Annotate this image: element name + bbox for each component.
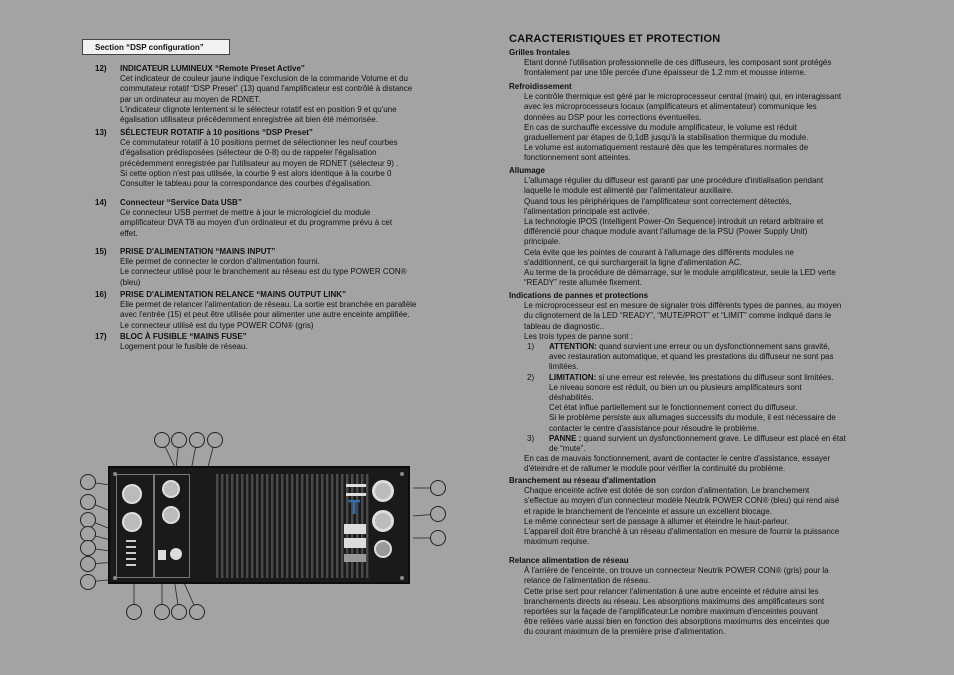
section-block	[509, 476, 873, 547]
item-number: 12)	[95, 64, 107, 73]
mains-input-connector	[372, 480, 394, 502]
heatsink-fin	[291, 474, 293, 578]
text-line: principale.	[524, 237, 561, 247]
heatsink-fin	[256, 474, 258, 578]
text-line: reportées sur la façade de l'amplificateur.Le nombre maximum d'enceintes pouvant	[524, 607, 818, 617]
item-text-line: L'indicateur clignote lentement si le sélecteur rotatif est en position 9 et qu'une	[120, 104, 397, 114]
item-text-line: Si cette option n'est pas utilisée, la courbe 9 est alors identique à la courbe 0	[120, 168, 392, 178]
text-line: avec restauration automatique, et quand les prestations du diffuseur ne sont pas	[549, 352, 834, 362]
paragraph	[524, 301, 873, 332]
text-line: laquelle le module est alimenté par l'alimentateur auxiliaire.	[524, 186, 734, 196]
callout-circle	[80, 574, 96, 590]
section-heading: Branchement au réseau d'alimentation	[509, 476, 656, 485]
list-number: 2)	[527, 372, 535, 382]
paragraph	[524, 517, 873, 527]
list-item	[527, 433, 873, 454]
item-title: PRISE D'ALIMENTATION RELANCE “MAINS OUTPUT LINK”	[120, 290, 347, 299]
list-number: 3)	[527, 433, 535, 443]
manual-item	[95, 332, 455, 352]
text-line: Etant donné l'utilisation professionnelle de ces diffuseurs, les composant sont protégés	[524, 58, 832, 68]
text-line: En cas de surchauffe excessive du module amplificateur, le volume est réduit	[524, 122, 797, 132]
item-text-line: Logement pour le fusible de réseau.	[120, 342, 248, 352]
callout-circle	[80, 474, 96, 490]
list-key: PANNE :	[549, 433, 582, 443]
text-line: avec les microprocesseurs locaux (amplificateurs et alimentateur) communique les	[524, 102, 817, 112]
item-number: 15)	[95, 247, 107, 256]
manual-item	[95, 128, 455, 189]
text-line	[549, 373, 873, 383]
text-line: données au DSP pour les corrections éventuelles.	[524, 112, 702, 122]
list-text: si une erreur est relevée, les prestations du diffuseur sont limitées.	[598, 372, 834, 382]
section-tab: Section “DSP configuration”	[82, 39, 230, 55]
list-item	[527, 342, 873, 373]
list-text: quand survient un dysfonctionnement grave. Le diffuseur est placé en état	[583, 433, 846, 443]
text-line: Cela évite que les pointes de courant à l'allumage des différents modules ne	[524, 247, 794, 257]
section-heading: Allumage	[509, 166, 546, 175]
rj45-link-connector	[162, 506, 180, 524]
text-line: Cette prise sert pour relancer l'alimentation à une autre enceinte et réduire ainsi les	[524, 586, 819, 596]
dsp-preset-rotary	[170, 548, 182, 560]
callout-circle	[430, 530, 446, 546]
text-line: relance de l'alimentation de réseau.	[524, 576, 651, 586]
item-text-line: Ce commutateur rotatif à 10 positions permet de sélectionner les neuf courbes	[120, 138, 398, 148]
callout-circle	[154, 432, 170, 448]
paragraph	[524, 143, 873, 163]
paragraph	[524, 268, 873, 288]
mains-output-connector	[372, 510, 394, 532]
paragraph	[524, 486, 873, 517]
heatsink-fin	[321, 474, 323, 578]
callout-circle	[171, 604, 187, 620]
label-plate	[344, 524, 366, 534]
item-text-line: Le connecteur utilisé pour le branchement au réseau est du type POWER CON®	[120, 267, 407, 277]
heatsink-fin	[326, 474, 328, 578]
text-line: Cet état influe partiellement sur le fonctionnement correct du diffuseur.	[549, 403, 798, 413]
list-key: ATTENTION:	[549, 342, 597, 352]
item-number: 17)	[95, 332, 107, 341]
item-text-line: par un ordinateur au moyen de RDNET.	[120, 94, 261, 104]
text-line: Le contrôle thermique est géré par le microprocesseur central (main) qui, en interagissant	[524, 92, 842, 102]
callout-circle	[80, 540, 96, 556]
item-number: 14)	[95, 198, 107, 207]
text-line	[549, 434, 873, 444]
paragraph	[524, 217, 873, 248]
text-line: L'allumage régulier du diffuseur est garanti par une procédure d'initialisation pendant	[524, 176, 824, 186]
callout-circle	[126, 604, 142, 620]
item-text-line: Consulter le tableau pour la correspondance des courbes d'égalisation.	[120, 179, 372, 189]
text-line: Si le problème persiste aux allumages successifs du module, il est nécessaire de	[549, 413, 836, 423]
item-text-line: (bleu)	[120, 277, 141, 287]
item-text-line: amplificateur DVA T8 au moyen d'un ordinateur et du programme prévu à cet	[120, 218, 393, 228]
section-block	[509, 166, 873, 288]
section-heading: Refroidissement	[509, 82, 572, 91]
heatsink-fin	[286, 474, 288, 578]
item-number: 16)	[95, 290, 107, 299]
section-heading: Indications de pannes et protections	[509, 291, 649, 300]
item-title: Connecteur “Service Data USB”	[120, 198, 242, 207]
heatsink-fin	[221, 474, 223, 578]
text-line: Le volume est automatiquement restauré dès que les températures normales de	[524, 143, 809, 153]
callout-circle	[154, 604, 170, 620]
heatsink-fin	[241, 474, 243, 578]
callout-circle	[80, 494, 96, 510]
paragraph	[524, 92, 873, 123]
led-indicators	[126, 540, 136, 568]
usb-service-port	[158, 550, 166, 560]
heatsink-fin	[231, 474, 233, 578]
item-text-line: égalisation utilisateur précédemment enregistrée ait bien été mémorisée.	[120, 115, 378, 125]
item-text-line: effet.	[120, 228, 138, 238]
item-title: BLOC À FUSIBLE “MAINS FUSE”	[120, 332, 247, 341]
heatsink-fin	[336, 474, 338, 578]
screw-icon	[400, 472, 404, 476]
text-line: tableau de diagnostic..	[524, 321, 605, 331]
item-text-line: Le connecteur utilisé est du type POWER CON® (gris)	[120, 320, 314, 330]
heatsink-fin	[331, 474, 333, 578]
heatsink-fin	[281, 474, 283, 578]
manual-item	[95, 290, 455, 331]
text-line: contacter le centre d'assistance pour résoudre le problème.	[549, 423, 760, 433]
text-line: Les trois types de panne sont :	[524, 331, 633, 341]
text-line: de “mute”.	[549, 444, 586, 454]
screw-icon	[113, 576, 117, 580]
item-title: INDICATEUR LUMINEUX “Remote Preset Active”	[120, 64, 305, 73]
item-text-line: précédemment enregistrée par l'utilisateur au moyen de RDNET (sélecteur 9) .	[120, 158, 399, 168]
paragraph	[524, 248, 873, 268]
list-item	[527, 372, 873, 434]
text-line: différencié pour chaque module avant l'allumage de la PSU (Power Supply Unit)	[524, 227, 808, 237]
text-line: À l'arrière de l'enceinte, on trouve un connecteur Neutrik POWER CON® (gris) pour la	[524, 566, 829, 576]
model-logo: T	[348, 497, 361, 519]
manual-item	[95, 64, 455, 125]
heatsink-fin	[301, 474, 303, 578]
rear-panel-diagram	[78, 428, 448, 620]
text-line: fonctionnement sont atteintes.	[524, 153, 631, 163]
fuse-holder	[344, 554, 366, 562]
text-line: La technologie IPOS (Intelligent Power-On Sequence) introduit un retard arbitraire et	[524, 217, 824, 227]
text-line: frontalement par une tôle percée d'une épaisseur de 1,2 mm et mousse interne.	[524, 68, 807, 78]
item-text-line: Elle permet de relancer l'alimentation de réseau. La sortie est branchée en parallèle	[120, 300, 417, 310]
list-text: quand survient une erreur ou un dysfonctionnement sans gravité,	[599, 342, 830, 352]
item-title: SÉLECTEUR ROTATIF à 10 positions “DSP Preset”	[120, 128, 313, 137]
heatsink-fin	[251, 474, 253, 578]
paragraph	[524, 123, 873, 143]
text-line: du clignotement de la LED “READY”, “MUTE/PROT” et “LIMIT” comme indiqué dans le	[524, 311, 832, 321]
heatsink-fin	[296, 474, 298, 578]
section-block	[509, 48, 873, 79]
text-line: déshabilités.	[549, 393, 594, 403]
list-number: 1)	[527, 342, 535, 352]
brand-logo-icon	[346, 484, 366, 496]
callout-circle	[189, 604, 205, 620]
heatsink-fin	[306, 474, 308, 578]
mains-fuse-holder	[374, 540, 392, 558]
section-heading: Relance alimentation de réseau	[509, 556, 629, 565]
heatsink-fin	[266, 474, 268, 578]
item-text-line: Elle permet de connecter le cordon d'alimentation fourni.	[120, 257, 320, 267]
item-text-line: Ce connecteur USB permet de mettre à jour le micrologiciel du module	[120, 208, 371, 218]
heatsink-fin	[316, 474, 318, 578]
text-line: maximum requise.	[524, 537, 590, 547]
callout-circle	[189, 432, 205, 448]
heatsink-fin	[261, 474, 263, 578]
heatsink-fin	[226, 474, 228, 578]
callout-circle	[171, 432, 187, 448]
xlr-link-connector	[122, 512, 142, 532]
manual-item	[95, 247, 455, 288]
heatsink-fin	[366, 474, 368, 578]
label-plate-2	[344, 538, 366, 548]
text-line: “READY” reste allumée fixement.	[524, 278, 642, 288]
text-line: Le niveau sonore est réduit, ou bien un ou plusieurs amplificateurs sont	[549, 382, 802, 392]
manual-item	[95, 198, 455, 239]
heatsink-fin	[246, 474, 248, 578]
callout-circle	[207, 432, 223, 448]
paragraph	[524, 197, 873, 217]
right-page	[477, 0, 954, 675]
text-line: s'effectue au moyen d'un connecteur modèle Neutrik POWER CON® (bleu) qui rend aisé	[524, 496, 840, 506]
text-line: du courant maximum de la première prise d'alimentation.	[524, 627, 726, 637]
text-line	[549, 342, 873, 352]
text-line: graduellement par étapes de 0,1dB jusqu'à la stabilisation thermique du module.	[524, 133, 809, 143]
item-text-line: avec l'entrée (15) et peut être utilisée pour alimenter une autre enceinte amplifiée.	[120, 310, 410, 320]
paragraph	[524, 176, 873, 196]
callout-circle	[430, 480, 446, 496]
callout-circle	[430, 506, 446, 522]
heatsink-fin	[271, 474, 273, 578]
xlr-input-connector	[122, 484, 142, 504]
text-line: Au terme de la procédure de démarrage, sur le module amplificateur, seule la LED verte	[524, 268, 836, 278]
heatsink-fin	[276, 474, 278, 578]
page-title: CARACTERISTIQUES ET PROTECTION	[509, 33, 721, 45]
text-line: Quand tous les périphériques de l'amplificateur sont correctement détectés,	[524, 196, 792, 206]
list-key: LIMITATION:	[549, 372, 597, 382]
text-line: l'alimentation principale est activée.	[524, 206, 650, 216]
text-line: limitées.	[549, 362, 579, 372]
rj45-connector	[162, 480, 180, 498]
text-line: Chaque enceinte active est dotée de son cordon d'alimentation. Le branchement	[524, 486, 810, 496]
item-number: 13)	[95, 128, 107, 137]
screw-icon	[113, 472, 117, 476]
text-line: Le même connecteur sert de passage à allumer et éteindre le haut-parleur.	[524, 516, 790, 526]
item-title: PRISE D'ALIMENTATION “MAINS INPUT”	[120, 247, 276, 256]
text-line: être reliées varie aussi bien en fonction des absorptions maximums des enceintes que	[524, 617, 830, 627]
heatsink-fin	[236, 474, 238, 578]
paragraph	[524, 332, 873, 342]
item-text-line: Cet indicateur de couleur jaune indique l'exclusion de la commande Volume et du	[120, 74, 408, 84]
section-heading: Grilles frontales	[509, 48, 570, 57]
screw-icon	[400, 576, 404, 580]
paragraph	[524, 527, 873, 547]
paragraph	[524, 58, 873, 78]
text-line: En cas de mauvais fonctionnement, avant de contacter le centre d'assistance, essayer	[524, 454, 831, 464]
section-block	[509, 82, 873, 164]
amplifier-rear-panel	[108, 466, 410, 584]
section-block	[509, 291, 873, 475]
paragraph	[524, 454, 873, 474]
text-line: d'éteindre et de rallumer le module pour vérifier la continuité du problème.	[524, 464, 786, 474]
heatsink-fin	[216, 474, 218, 578]
paragraph	[524, 566, 873, 637]
section-block	[509, 556, 873, 638]
heatsink-fin	[311, 474, 313, 578]
callout-circle	[80, 556, 96, 572]
item-text-line: d'égalisation prédisposées (sélecteur de 0-8) ou de rappeler l'égalisation	[120, 148, 377, 158]
text-line: et rapide le branchement de l'enceinte et assure un excellent blocage.	[524, 506, 772, 516]
text-line: L'appareil doit être branché à un réseau d'alimentation en mesure de fournir la puissance	[524, 527, 840, 537]
text-line: s'additionnent, ce qui surchargerait la ligne d'alimentation AC.	[524, 257, 742, 267]
item-text-line: commutateur rotatif “DSP Preset” (13) quand l'amplificateur est contrôlé à distance	[120, 84, 413, 94]
text-line: Le microprocesseur est en mesure de signaler trois différents types de pannes, au moyen	[524, 301, 842, 311]
text-line: branchements directs au réseau. Les absorptions maximums des amplificateurs sont	[524, 596, 825, 606]
